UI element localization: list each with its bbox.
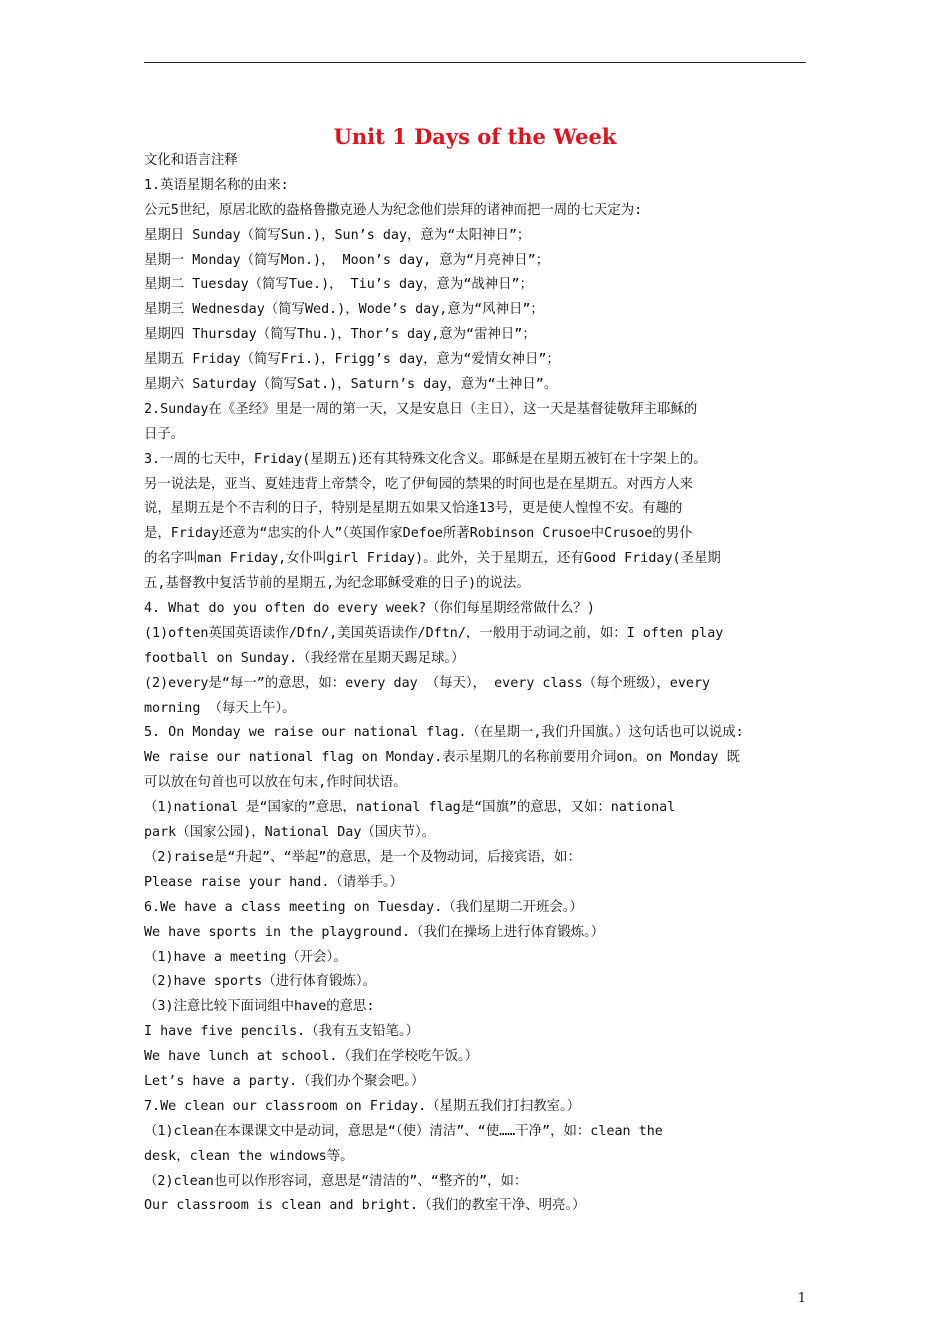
text-line: 5. On Monday we raise our national flag.（在星期一,我们升国旗。）这句话也可以说成: — [144, 725, 744, 741]
text-line: （1)national 是“国家的”意思，national flag是“国旗”的意思，又如：national — [144, 800, 676, 816]
text-line: 星期二 Tuesday（简写Tue.)， Tiu’s day，意为“战神日”； — [144, 277, 534, 293]
text-line: 星期六 Saturday（简写Sat.)，Saturn’s day，意为“土神日”。 — [144, 377, 558, 393]
text-line: 7.We clean our classroom on Friday.（星期五我们打扫教室。） — [144, 1098, 581, 1114]
text-line: I have five pencils.（我有五支铅笔。） — [144, 1024, 420, 1040]
text-line: Our classroom is clean and bright.（我们的教室干净、明亮。） — [144, 1198, 586, 1214]
text-line: football on Sunday.（我经常在星期天踢足球。） — [144, 650, 465, 666]
text-line: 6.We have a class meeting on Tuesday.（我们星期二开班会。） — [144, 899, 583, 915]
text-line: （1)clean在本课课文中是动词，意思是“（使）清洁”、“使……干净”，如：clean the — [144, 1123, 663, 1139]
text-line: Let’s have a party.（我们办个聚会吧。） — [144, 1073, 425, 1089]
header-rule — [144, 62, 806, 63]
text-line: desk，clean the windows等。 — [144, 1148, 354, 1164]
text-line: 日子。 — [144, 426, 185, 442]
text-line: We have sports in the playground.（我们在操场上进行体育锻炼。） — [144, 924, 605, 940]
text-line: （3)注意比较下面词组中have的意思: — [144, 999, 375, 1015]
text-line: 星期日 Sunday（简写Sun.)，Sun’s day，意为“太阳神日”； — [144, 227, 531, 243]
text-line: （1)have a meeting（开会）。 — [144, 949, 347, 965]
text-line: morning （每天上午）。 — [144, 700, 296, 716]
text-line: We raise our national flag on Monday.表示星期几的名称前要用介词on。on Monday 既 — [144, 750, 740, 766]
text-line: （2)have sports（进行体育锻炼）。 — [144, 974, 377, 990]
document-title: Unit 1 Days of the Week — [333, 124, 617, 149]
text-line: 星期五 Friday（简写Fri.)，Frigg’s day，意为“爱情女神日”； — [144, 352, 560, 368]
text-line: 星期四 Thursday（简写Thu.)，Thor’s day,意为“雷神日”； — [144, 327, 536, 343]
document-body — [144, 149, 814, 1219]
text-line: 3.一周的七天中，Friday(星期五)还有其特殊文化含义。耶稣是在星期五被钉在十字架上的。 — [144, 451, 707, 467]
text-line: （2)clean也可以作形容词，意思是“清洁的”、“整齐的”，如： — [144, 1173, 528, 1189]
text-line: 2.Sunday在《圣经》里是一周的第一天，又是安息日（主日），这一天是基督徒敬拜主耶稣的 — [144, 401, 698, 417]
text-line: 1.英语星期名称的由来: — [144, 177, 289, 193]
text-line: 另一说法是，亚当、夏娃违背上帝禁令，吃了伊甸园的禁果的时间也是在星期五。对西方人来 — [144, 476, 694, 492]
text-line: 星期一 Monday（简写Mon.)， Moon’s day, 意为“月亮神日”； — [144, 252, 550, 268]
text-line: park（国家公园)，National Day（国庆节）。 — [144, 825, 436, 841]
text-line: Please raise your hand.（请举手。） — [144, 874, 404, 890]
text-line: （2)raise是“升起”、“举起”的意思，是一个及物动词，后接宾语，如： — [144, 849, 581, 865]
text-line: 文化和语言注释 — [144, 153, 238, 168]
text-line: 五,基督教中复活节前的星期五,为纪念耶稣受难的日子)的说法。 — [144, 576, 530, 592]
text-line: 可以放在句首也可以放在句末,作时间状语。 — [144, 775, 407, 791]
text-line: We have lunch at school.（我们在学校吃午饭。） — [144, 1049, 479, 1065]
text-line: 的名字叫man Friday,女仆叫girl Friday)。此外，关于星期五，还有Good Friday(圣星期 — [144, 551, 721, 567]
text-line: (1)often英国英语读作/Dfn/,美国英语读作/Dftn/，一般用于动词之前，如：I often play — [144, 625, 724, 641]
text-line: 4. What do you often do every week?（你们每星期经常做什么？) — [144, 601, 595, 617]
text-line: 公元5世纪，原居北欧的盎格鲁撒克逊人为纪念他们崇拜的诸神而把一周的七天定为: — [144, 202, 643, 218]
page-number: 1 — [797, 1291, 806, 1306]
text-line: 说，星期五是个不吉利的日子，特别是星期五如果又恰逢13号，更是使人惶惶不安。有趣的 — [144, 501, 683, 517]
text-line: (2)every是“每一”的意思，如：every day （每天）， every class（每个班级），every — [144, 675, 711, 691]
text-line: 星期三 Wednesday（简写Wed.)，Wode’s day,意为“风神日”； — [144, 302, 544, 318]
text-line: 是，Friday还意为“忠实的仆人”（英国作家Defoe所著Robinson Crusoe中Crusoe的男仆 — [144, 526, 693, 542]
